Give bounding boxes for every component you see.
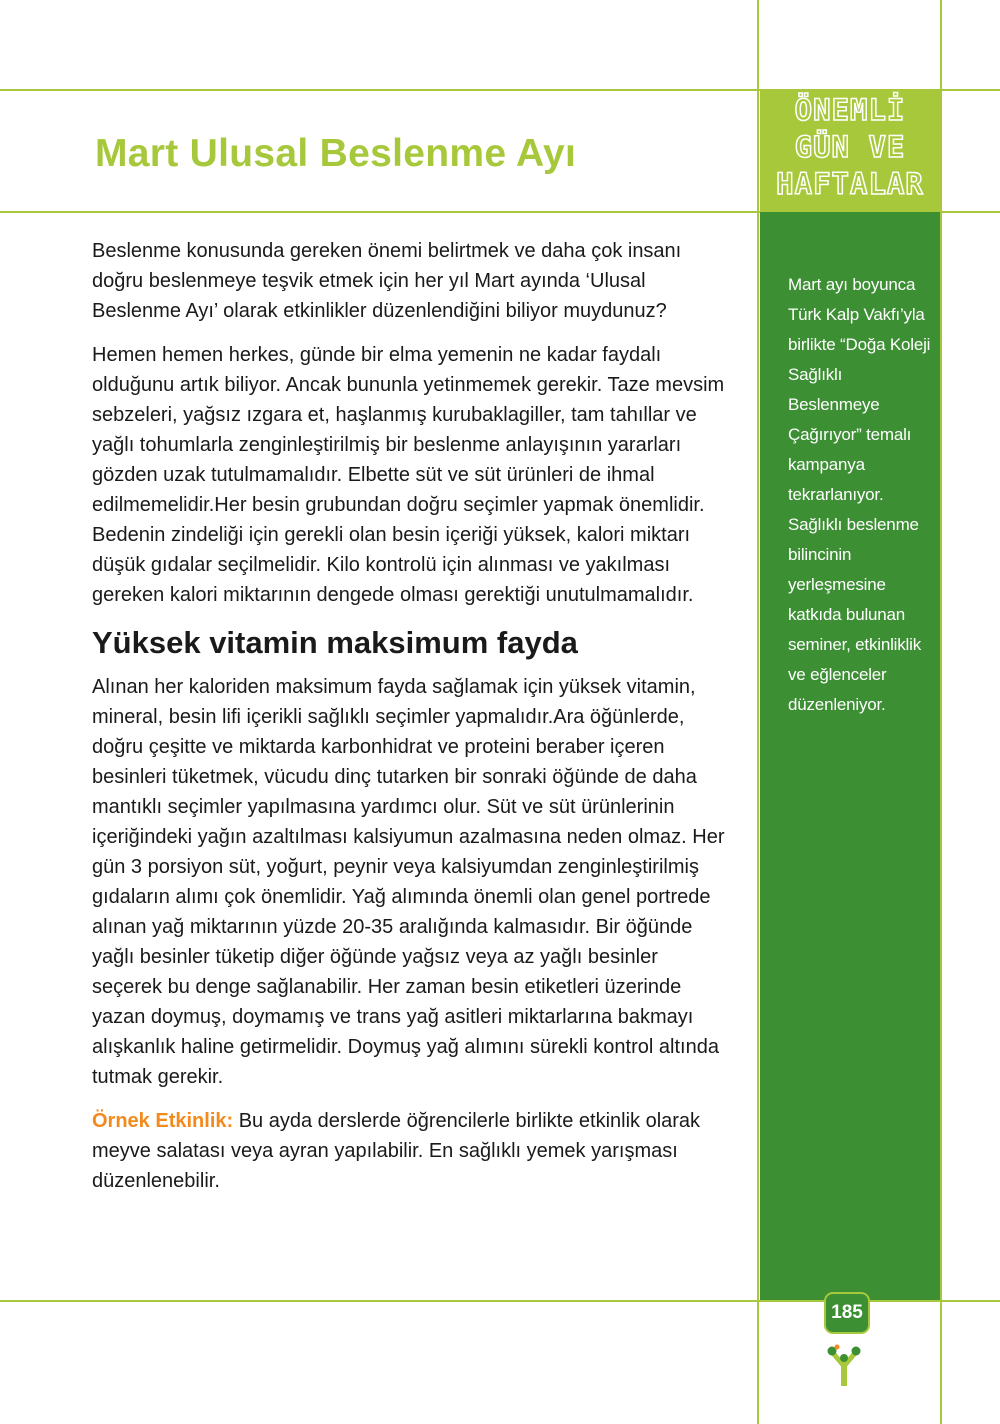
example-text: Bu ayda derslerde öğrencilerle birlikte etkinlik olarak meyve salatası veya ayran yapılabilir. En sağlıklı yemek yarışması düzenlenebilir.	[92, 1110, 701, 1192]
left-column-rule	[757, 0, 759, 1424]
paragraph-intro: Beslenme konusunda gereken önemi belirtmek ve daha çok insanı doğru beslenmeye teşvik etmek için her yıl Mart ayında ‘Ulusal Beslenme Ayı’ olarak etkinlikler düzenlendiğini biliyor muydunuz?	[92, 240, 682, 322]
page-number: 185	[824, 1292, 870, 1334]
badge-line-2: GÜN VE	[794, 130, 906, 164]
paragraph-nutrition: Hemen hemen herkes, günde bir elma yemenin ne kadar faydalı olduğunu artık biliyor. Ancak bununla yetinmemek gerekir. Taze mevsim sebzeleri, yağsız ızgara et, haşlanmış kurubaklagiller, tam tahıllar ve yağlı tohumlarla zenginleştirilmiş bir beslenme anlayışının yararları gözden uzak tutulmamalıdır. Elbette süt ve süt ürünleri de ihmal edilmemelidir.Her besin grubundan doğru seçimler yapmak önemlidir. Bedenin zindeliği için gerekli olan besin içeriği yüksek, kalori miktarı düşük gıdalar seçilmelidir. Kilo kontrolü için alınması ve yakılması gereken kalori miktarının dengede olması gerektiği unutulmamalıdır.	[92, 344, 725, 606]
badge-line-3: HAFTALAR	[776, 167, 924, 201]
article-body	[92, 236, 732, 1210]
right-column-rule	[940, 0, 942, 1424]
paragraph-vitamin: Alınan her kaloriden maksimum fayda sağlamak için yüksek vitamin, mineral, besin lifi içerikli sağlıklı seçimler yapmalıdır.Ara öğünlerde, doğru çeşitte ve miktarda karbonhidrat ve proteini beraber içeren besinleri tüketmek, vücudu dinç tutarken bir sonraki öğünde de daha mantıklı seçimler yapılmasına yardımcı olur. Süt ve süt ürünlerinin içeriğindeki yağın azaltılması kalsiyumun azalmasına neden olmaz. Her gün 3 porsiyon süt, yoğurt, peynir veya kalsiyumdan zenginleştirilmiş gıdaların alımı çok önemlidir. Yağ alımında önemli olan genel portrede alınan yağ miktarının yüzde 20-35 aralığında kalmasıdır. Bir öğünde yağlı besinler tüketip diğer öğünde yağsız veya az yağlı besinler seçerek bu denge sağlanabilir. Her zaman besin etiketleri üzerinde yazan doymuş, doymamış ve trans yağ asitleri miktarlarına bakmayı alışkanlık haline getirmelidir. Doymuş yağ alımını sürekli kontrol altında tutmak gerekir.	[92, 676, 725, 1088]
subheading: Yüksek vitamin maksimum fayda	[92, 625, 578, 660]
tree-icon	[826, 1344, 862, 1393]
example-label: Örnek Etkinlik:	[92, 1110, 234, 1132]
page-title: Mart Ulusal Beslenme Ayı	[95, 132, 577, 175]
section-badge	[760, 92, 940, 203]
paragraph-example	[92, 1106, 732, 1196]
sidebar-text: Mart ayı boyunca Türk Kalp Vakfı’yla birlikte “Doğa Koleji Sağlıklı Beslenmeye Çağırıyor” temalı kampanya tekrarlanıyor. Sağlıklı beslenme bilincinin yerleşmesine katkıda bulunan seminer, etkinliklik ve eğlenceler düzenleniyor.	[788, 275, 931, 714]
badge-line-1: ÖNEMLİ	[794, 93, 906, 127]
